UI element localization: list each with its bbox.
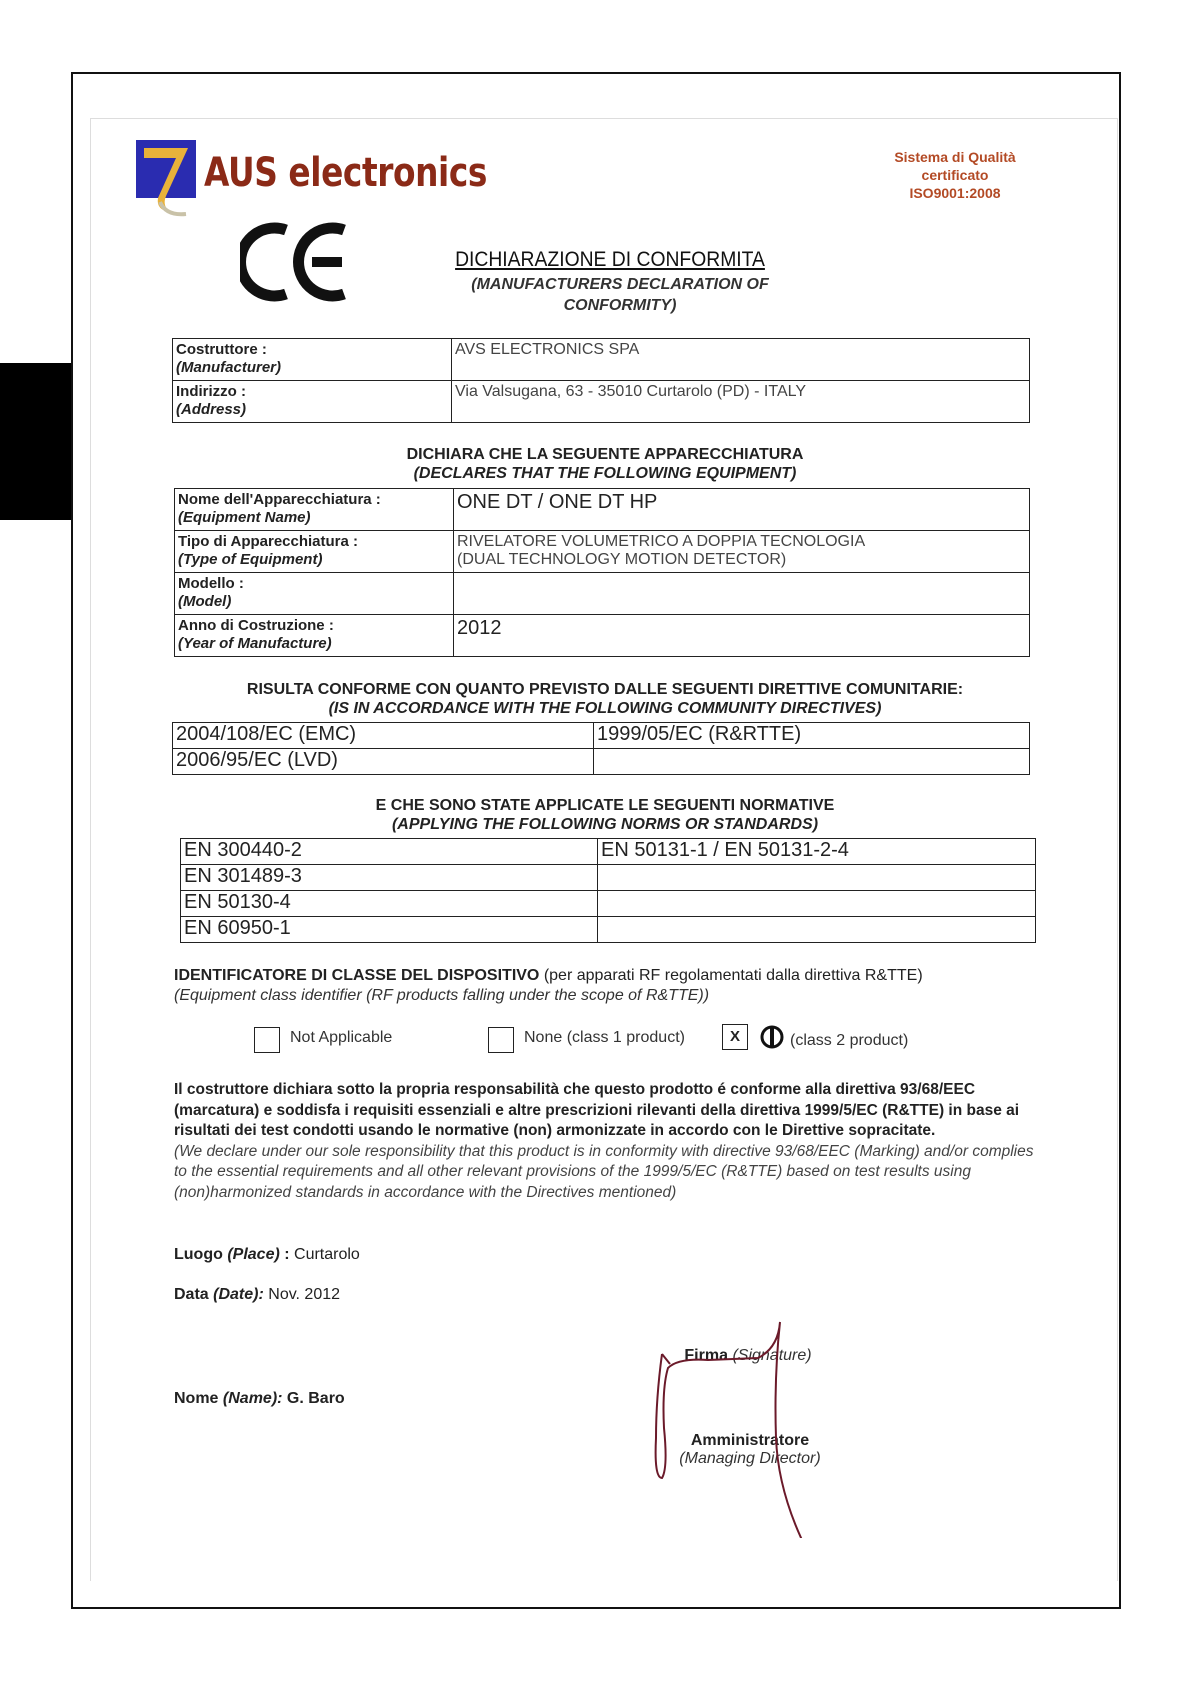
table-row: EN 301489-3 [181,865,1036,891]
table-row: EN 300440-2 EN 50131-1 / EN 50131-2-4 [181,839,1036,865]
manufacturer-table [172,338,1030,423]
table-row: EN 50130-4 [181,891,1036,917]
equipment-table [174,488,1030,657]
quality-certification: Sistema di Qualità certificato ISO9001:2008 [894,149,1016,201]
class2-checkbox[interactable]: X [722,1024,748,1050]
table-row: Nome dell'Apparecchiatura : (Equipment Name) ONE DT / ONE DT HP [175,489,1030,531]
equipment-year-value: 2012 [454,615,1030,657]
directives-table [172,722,1030,775]
alert-class2-icon [759,1025,785,1049]
manufacturer-value: AVS ELECTRONICS SPA [452,339,1030,381]
norms-section-title: E CHE SONO STATE APPLICATE LE SEGUENTI NORMATIVE (APPLYING THE FOLLOWING NORMS OR STANDARDS) [375,797,835,833]
not-applicable-checkbox[interactable] [254,1027,280,1053]
address-label: Indirizzo : (Address) [173,381,452,423]
equipment-type-value: RIVELATORE VOLUMETRICO A DOPPIA TECNOLOGIA (DUAL TECHNOLOGY MOTION DETECTOR) [454,531,1030,573]
black-side-tab [0,363,72,520]
directives-section-title: RISULTA CONFORME CON QUANTO PREVISTO DALLE SEGUENTI DIRETTIVE COMUNITARIE: (IS IN ACCORDANCE WITH THE FOLLOWING COMMUNITY DIRECTIVES) [246,681,964,717]
manufacturer-label: Costruttore : (Manufacturer) [173,339,452,381]
equipment-name-value: ONE DT / ONE DT HP [454,489,1030,531]
table-row: 2004/108/EC (EMC) 1999/05/EC (R&RTTE) [173,723,1030,749]
table-row: Tipo di Apparecchiatura : (Type of Equipment) RIVELATORE VOLUMETRICO A DOPPIA TECNOLOGIA (DUAL TECHNOLOGY MOTION DETECTOR) [175,531,1030,573]
signature-label: Firma (Signature) [684,1347,812,1364]
class1-checkbox[interactable] [488,1027,514,1053]
declaration-text: Il costruttore dichiara sotto la propria responsabilità che questo prodotto é conforme alla direttiva 93/68/EEC (marcatura) e soddisfa i requisiti essenziali e altre prescrizioni rilevanti della direttiva 1999/5/EC (R&TTE) in base ai risultati dei test condotti usando le normative (non) armonizzate in accordo con le Direttive sopracitate. (We declare under our sole responsibility that this product is in conformity with directive 93/68/EEC (Marking) and/or complies to the essential requirements and all other relevant provisions of the 1999/5/EC (R&TTE) based on test results using (non)harmonized standards in accordance with the Directives mentioned) [174,1081,1034,1201]
signatory-role: Amministratore (Managing Director) [679,1432,821,1467]
norms-table [180,838,1036,943]
place-field: Luogo (Place) : Curtarolo [174,1246,360,1263]
date-field: Data (Date): Nov. 2012 [174,1286,341,1303]
table-row: EN 60950-1 [181,917,1036,943]
document-title: DICHIARAZIONE DI CONFORMITA [455,248,765,271]
avs-logo-icon [136,140,200,218]
class1-label: None (class 1 product) [524,1029,685,1046]
not-applicable-label: Not Applicable [290,1029,393,1046]
company-logo-text: AUS electronics [204,150,488,196]
ce-mark-icon [240,222,358,302]
table-row: Anno di Costruzione : (Year of Manufacture) 2012 [175,615,1030,657]
handwritten-signature [648,1318,818,1538]
document-subtitle: (MANUFACTURERS DECLARATION OF CONFORMITY) [471,276,769,314]
name-field: Nome (Name): G. Baro [174,1390,345,1407]
device-class-title: IDENTIFICATORE DI CLASSE DEL DISPOSITIVO (per apparati RF regolamentati dalla direttiva R&TTE) (Equipment class identifier (RF products falling under the scope of R&TTE)) [174,967,923,1004]
address-value: Via Valsugana, 63 - 35010 Curtarolo (PD) - ITALY [452,381,1030,423]
equipment-section-title: DICHIARA CHE LA SEGUENTE APPARECCHIATURA (DECLARES THAT THE FOLLOWING EQUIPMENT) [406,446,804,482]
table-row: Modello : (Model) [175,573,1030,615]
table-row: 2006/95/EC (LVD) [173,749,1030,775]
equipment-model-value [454,573,1030,615]
class2-label: (class 2 product) [790,1032,909,1049]
